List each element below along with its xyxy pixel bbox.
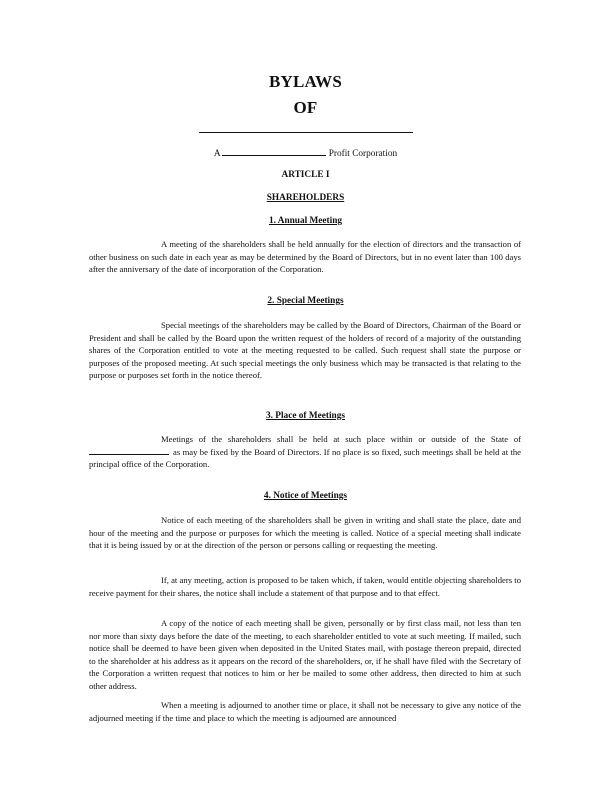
section-heading-notice-of-meetings: 4. Notice of Meetings <box>263 491 348 501</box>
article-title: SHAREHOLDERS <box>266 193 345 203</box>
document-title-of: OF <box>293 98 318 117</box>
paragraph: If, at any meeting, action is proposed to be taken which, if taken, would entitle objecting shareholders to receive payment for their shares, the notice shall include a statement of that purpose and to that effect. <box>89 575 521 598</box>
paragraph: Special meetings of the shareholders may be called by the Board of Directors, Chairman of the Board or President and shall be called by the Board upon the written request of the holders of record of a majority of the outstanding shares of the Corporation entitled to vote at the meeting requested to be called. Such request shall state the purpose or purposes of the proposed meeting. At such special meetings the only business which may be transacted is that relating to the purpose or purposes set forth in the notice thereof. <box>89 320 521 381</box>
paragraph: When a meeting is adjourned to another time or place, it shall not be necessary to give any notice of the adjourned meeting if the time and place to which the meeting is adjourned are announced <box>89 700 521 723</box>
paragraph: A meeting of the shareholders shall be held annually for the election of directors and the transaction of other business on such date in each year as may be determined by the Board of Directors, but in no event later than 100 days after the anniversary of the date of incorporation of the Corporation. <box>89 239 521 275</box>
paragraph-text-part2: as may be fixed by the Board of Directors. If no place is so fixed, such meetings shall be held at the principal office of the Corporation. <box>89 446 521 470</box>
paragraph-text-part1: Meetings of the shareholders shall be held at such place within or outside of the State of <box>161 434 521 444</box>
corporation-blank <box>222 147 326 156</box>
corporation-type-line <box>0 147 611 159</box>
state-blank <box>89 446 169 455</box>
section-heading-place-of-meetings: 3. Place of Meetings <box>266 411 345 421</box>
section-heading-annual-meeting: 1. Annual Meeting <box>268 216 343 226</box>
document-title: BYLAWS <box>268 72 342 91</box>
article-heading: ARTICLE I <box>281 170 330 180</box>
corporation-name-blank-line <box>199 132 413 133</box>
corporation-suffix: Profit Corporation <box>328 149 398 159</box>
section-heading-special-meetings: 2. Special Meetings <box>267 296 344 306</box>
paragraph: Notice of each meeting of the shareholders shall be given in writing and shall state the place, date and hour of the meeting and the purpose or purposes for which the meeting is called. Notice of a special meeting shall indicate that it is being issued by or at the direction of the person or persons calling or requesting the meeting. <box>89 515 521 551</box>
paragraph: A copy of the notice of each meeting shall be given, personally or by first class mail, not less than ten nor more than sixty days before the date of the meeting, to each shareholder entitled to vote at such meeting. If mailed, such notice shall be deemed to have been given when deposited in the United States mail, with postage thereon prepaid, directed to the shareholder at his address as it appears on the record of the shareholders, or, if he shall have filed with the Secretary of the Corporation a written request that notices to him or her be mailed to some other address, then directed to him at such other address. <box>89 618 521 691</box>
paragraph <box>89 433 521 471</box>
corporation-prefix: A <box>213 149 221 159</box>
